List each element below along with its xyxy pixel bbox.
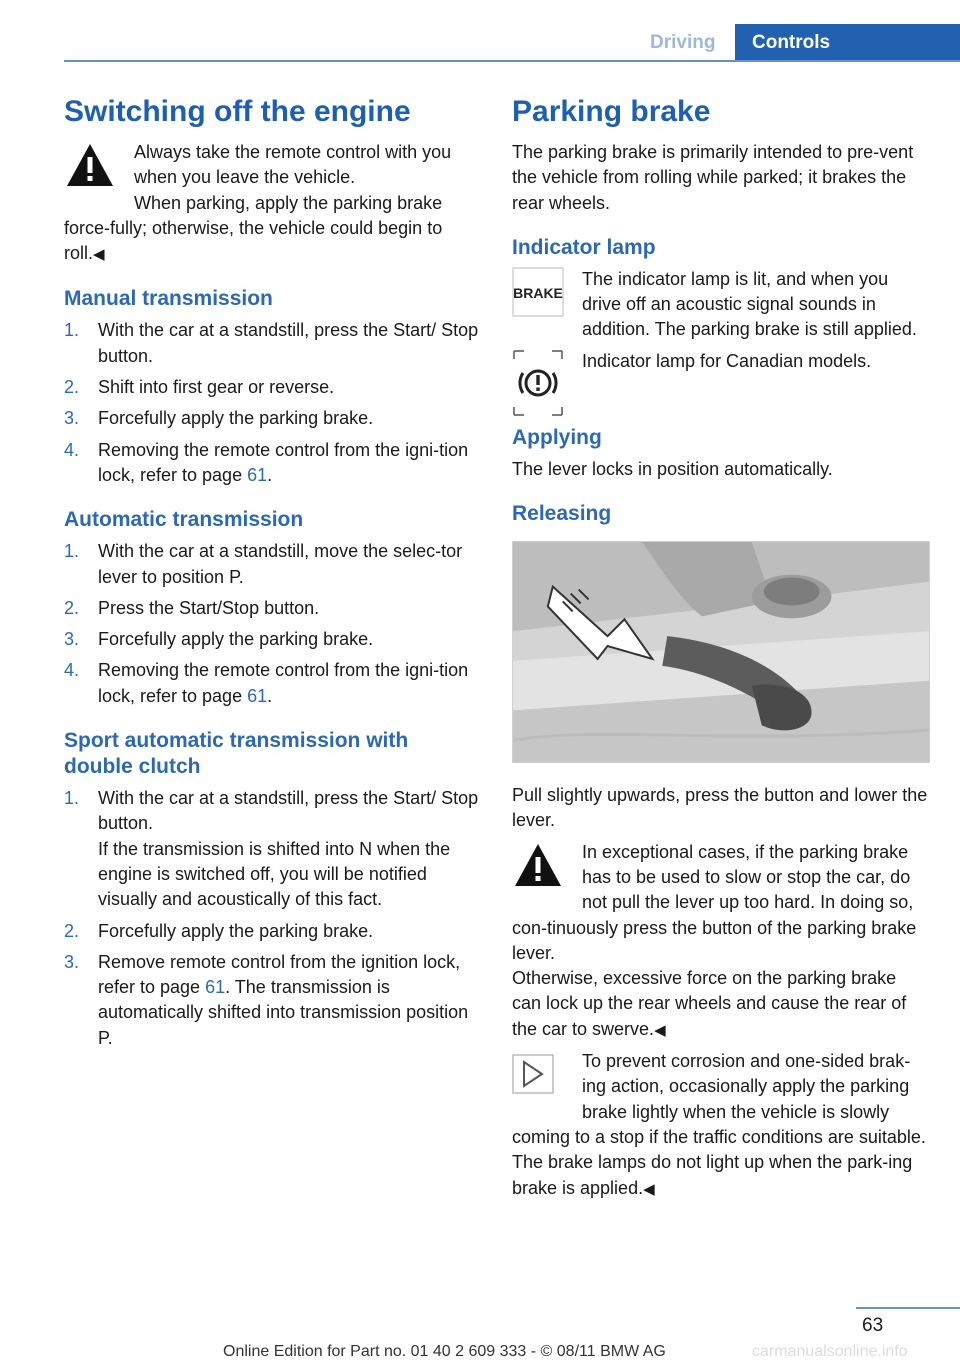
tab-controls[interactable]: Controls [735,24,960,62]
page-link[interactable]: 61 [247,685,268,706]
warning-text: Always take the remote control with you when you leave the vehicle. [134,142,452,188]
list-number: 4. [64,439,80,460]
list-number: 4. [64,660,80,681]
tab-driving[interactable]: Driving [650,32,716,53]
list-number: 1. [64,320,80,341]
list-item [64,786,480,912]
page-link[interactable]: 61 [205,977,226,998]
warning-icon [512,840,564,890]
list-item [64,406,480,431]
list-text: Remove remote control from the ignition lock, refer to page [98,951,461,998]
sport-list [64,786,480,1051]
warning-icon [64,140,116,190]
section-title-parking-brake: Parking brake [512,95,711,128]
list-item [64,596,480,621]
brake-lamp-label: BRAKE [513,284,563,301]
canadian-text: Indicator lamp for Canadian models. [582,350,872,371]
indicator-text: The indicator lamp is lit, and when you drive off an acoustic signal sounds in addition. The parking brake is still applied. [582,268,917,340]
releasing-warning-text-2: Otherwise, excessive force on the parking brake can lock up the rear wheels and cause the rear of the car to swerve. [512,968,907,1039]
end-mark: ◀ [654,1021,666,1039]
header-rule [64,60,960,62]
releasing-warning [512,840,930,1043]
list-number: 1. [64,541,80,562]
heading-indicator-lamp: Indicator lamp [512,235,656,259]
releasing-note-text-2: The brake lamps do not light up when the park-ing brake is applied. [512,1152,913,1198]
section-title-switching-off: Switching off the engine [64,95,411,128]
list-number: 3. [64,629,80,650]
note-arrow-icon [512,1049,564,1099]
list-suffix: . [267,685,273,706]
warning-text-2: When parking, apply the parking brake force-fully; otherwise, the vehicle could begin to roll. [64,192,443,264]
automatic-list [64,539,480,709]
watermark: carmanualsonline.info [752,1343,908,1360]
page-number: 63 [862,1315,884,1336]
applying-text: The lever locks in position automatically. [512,458,833,479]
list-text: Removing the remote control from the igni-tion lock, refer to page [98,660,469,706]
right-column [512,94,930,1208]
list-item [64,375,480,400]
list-text: With the car at a standstill, press the Start/ Stop button. [98,320,479,366]
list-text: Forcefully apply the parking brake. [98,408,374,429]
releasing-warning-text: In exceptional cases, if the parking brake has to be used to slow or stop the car, do not pull the lever up too hard. In doing so, con-tinuously press the button of the parking brake lever. [512,841,917,963]
list-suffix: . [267,464,273,485]
list-item [64,919,480,944]
releasing-text: Pull slightly upwards, press the button and lower the lever. [512,785,928,831]
list-extra: If the transmission is shifted into N when the engine is switched off, you will be notified visually and acoustically of this fact. [98,838,451,910]
list-item [64,438,480,489]
brake-lamp-icon [512,267,564,317]
list-item [64,627,480,652]
list-text: With the car at a standstill, move the selec-tor lever to position P. [98,541,463,587]
list-text: Forcefully apply the parking brake. [98,629,374,650]
heading-manual-transmission: Manual transmission [64,287,273,311]
heading-automatic-transmission: Automatic transmission [64,508,304,532]
end-mark: ◀ [643,1180,655,1198]
footer-rule [856,1307,960,1309]
canadian-note [512,349,930,419]
list-text: With the car at a standstill, press the Start/ Stop button. [98,788,479,834]
heading-applying: Applying [512,425,602,449]
list-suffix: . The transmission is automatically shifted into transmission position P. [98,977,469,1048]
list-number: 2. [64,920,80,941]
list-number: 1. [64,788,80,809]
list-item [64,318,480,369]
list-text: Forcefully apply the parking brake. [98,920,374,941]
indicator-note [512,267,930,343]
heading-releasing: Releasing [512,502,612,526]
warning-note [64,140,480,267]
list-text: Press the Start/Stop button. [98,597,320,618]
intro-text: The parking brake is primarily intended to pre-vent the vehicle from rolling while parked; it brakes the rear wheels. [512,142,914,213]
heading-sport-automatic: Sport automatic transmission with double clutch [64,729,409,779]
list-number: 2. [64,377,80,398]
canadian-brake-icon [512,349,564,417]
left-column [64,94,480,1057]
list-item [64,950,480,1051]
list-number: 3. [64,951,80,972]
list-text: Shift into first gear or reverse. [98,377,335,398]
list-item [64,658,480,709]
releasing-note-text: To prevent corrosion and one-sided brak-ing action, occasionally apply the parking brake lightly when the vehicle is slowly coming to a stop if the traffic conditions are suitable. [512,1051,926,1147]
page-link[interactable]: 61 [247,464,268,485]
list-number: 2. [64,597,80,618]
list-text: Removing the remote control from the igni-tion lock, refer to page [98,439,469,485]
online-edition-text: Online Edition for Part no. 01 40 2 609 333 - © 08/11 BMW AG [223,1343,666,1360]
releasing-note [512,1049,930,1202]
list-number: 3. [64,408,80,429]
list-item [64,539,480,590]
end-mark: ◀ [93,246,105,264]
manual-list [64,318,480,488]
parking-brake-lever-illustration [512,541,930,763]
